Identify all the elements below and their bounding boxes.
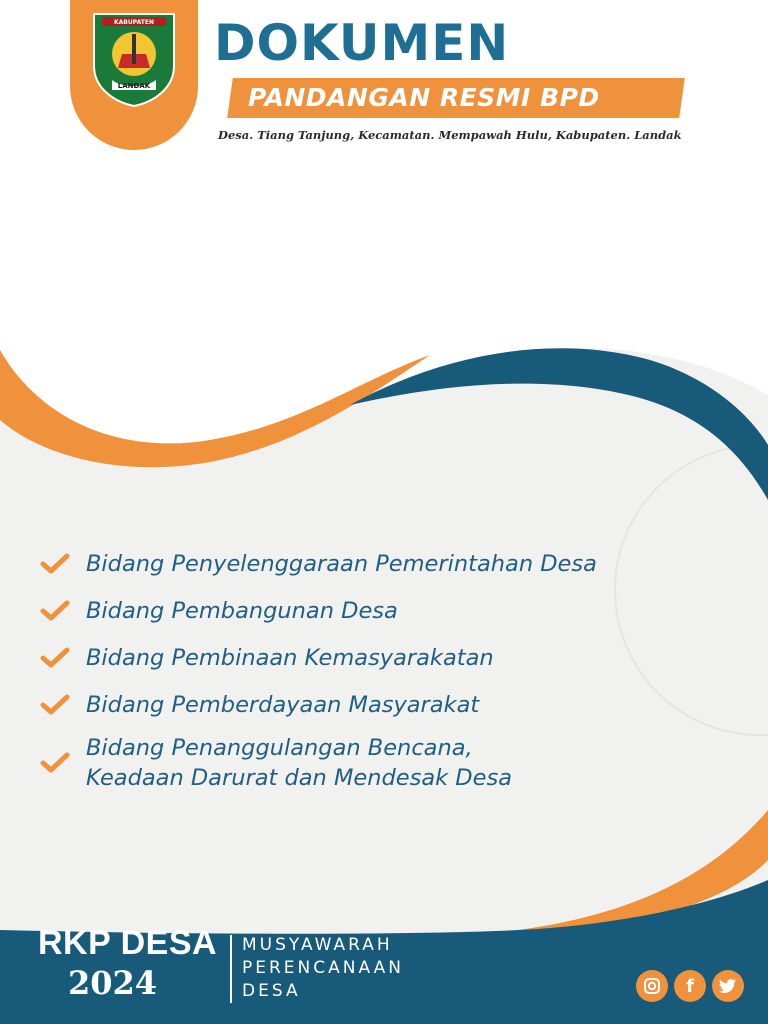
rkp-label: RKP DESA xyxy=(38,924,218,962)
check-icon xyxy=(40,751,70,775)
landak-emblem xyxy=(88,8,180,108)
list-item-label: Bidang Penyelenggaraan Pemerintahan Desa xyxy=(86,550,597,577)
footer-divider xyxy=(230,935,232,1003)
list-item-label: Bidang Pembinaan Kemasyarakatan xyxy=(86,644,494,671)
twitter-glyph xyxy=(719,978,737,994)
list-item xyxy=(40,587,597,634)
list-item xyxy=(40,726,597,800)
list-item-line1: Bidang Penanggulangan Bencana, xyxy=(86,735,473,761)
instagram-glyph xyxy=(643,977,661,995)
list-item xyxy=(40,540,597,587)
list-item-label: Bidang Pemberdayaan Masyarakat xyxy=(86,691,480,718)
check-icon xyxy=(40,552,70,576)
page-title: DOKUMEN xyxy=(214,14,510,72)
logo-label: LANDAK xyxy=(117,82,151,90)
location-text: Desa. Tiang Tanjung, Kecamatan. Mempawah Hulu, Kabupaten. Landak xyxy=(218,128,682,142)
page-subtitle: PANDANGAN RESMI BPD xyxy=(248,83,600,112)
check-icon xyxy=(40,646,70,670)
check-icon xyxy=(40,599,70,623)
musyawarah-line2: PERENCANAAN xyxy=(242,958,404,978)
musyawarah-line1: MUSYAWARAH xyxy=(242,935,393,955)
musyawarah-text xyxy=(242,934,404,1003)
year-label: 2024 xyxy=(68,964,158,1002)
logo-top-text: KABUPATEN xyxy=(114,19,154,26)
facebook-glyph: f xyxy=(686,975,694,997)
twitter-icon[interactable] xyxy=(712,970,744,1002)
field-list xyxy=(40,540,597,800)
instagram-icon[interactable] xyxy=(636,970,668,1002)
list-item xyxy=(40,634,597,681)
list-item-label-multiline xyxy=(86,733,512,793)
check-icon xyxy=(40,693,70,717)
list-item xyxy=(40,681,597,728)
musyawarah-line3: DESA xyxy=(242,981,301,1001)
logo-badge xyxy=(70,0,198,150)
list-item-label: Bidang Pembangunan Desa xyxy=(86,597,398,624)
facebook-icon[interactable] xyxy=(674,970,706,1002)
list-item-line2: Keadaan Darurat dan Mendesak Desa xyxy=(86,765,512,791)
